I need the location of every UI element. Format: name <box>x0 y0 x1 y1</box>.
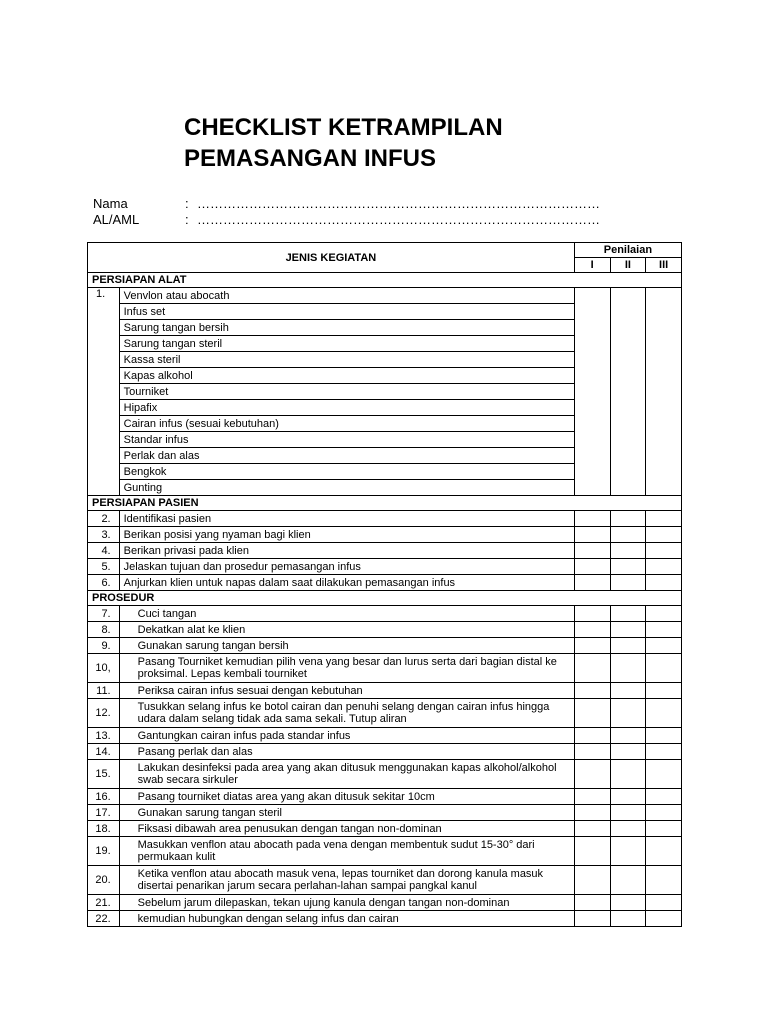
activity-text: Gunakan sarung tangan bersih <box>119 638 574 654</box>
score-cell[interactable] <box>574 789 610 805</box>
activity-text: Bengkok <box>119 464 574 480</box>
row-number: 8. <box>88 622 120 638</box>
activity-text: Anjurkan klien untuk napas dalam saat dilakukan pemasangan infus <box>119 575 574 591</box>
score-cell[interactable] <box>646 911 682 927</box>
score-cell[interactable] <box>574 895 610 911</box>
score-cell[interactable] <box>610 744 646 760</box>
score-cell[interactable] <box>610 895 646 911</box>
score-cell[interactable] <box>574 654 610 683</box>
table-row <box>88 622 682 638</box>
score-cell[interactable] <box>646 559 682 575</box>
header-activity: JENIS KEGIATAN <box>88 243 575 273</box>
row-number: 10, <box>88 654 120 683</box>
section-persiapan-alat: PERSIAPAN ALAT <box>88 273 682 288</box>
score-cell[interactable] <box>574 575 610 591</box>
score-cell[interactable] <box>610 575 646 591</box>
activity-text: Sarung tangan bersih <box>119 320 574 336</box>
meta-nama <box>93 196 600 211</box>
score-cell[interactable] <box>646 837 682 866</box>
score-col-1: I <box>574 258 610 273</box>
score-cell[interactable] <box>610 911 646 927</box>
score-cell[interactable] <box>574 866 610 895</box>
meta-dots: ………………………………………………………………………………… <box>197 212 600 227</box>
score-cell[interactable] <box>646 760 682 789</box>
activity-text: Hipafix <box>119 400 574 416</box>
row-number: 4. <box>88 543 120 559</box>
table-row <box>88 511 682 527</box>
activity-text: Ketika venflon atau abocath masuk vena, lepas tourniket dan dorong kanula masuk disertai penarikan jarum secara perlahan-lahan sampai pangkal kanul <box>119 866 574 895</box>
score-cell[interactable] <box>574 511 610 527</box>
score-cell[interactable] <box>610 622 646 638</box>
section-persiapan-pasien: PERSIAPAN PASIEN <box>88 496 682 511</box>
score-cell[interactable] <box>610 805 646 821</box>
table-row <box>88 575 682 591</box>
row-number: 9. <box>88 638 120 654</box>
score-cell[interactable] <box>646 288 682 496</box>
row-number: 21. <box>88 895 120 911</box>
score-cell[interactable] <box>646 683 682 699</box>
score-cell[interactable] <box>610 288 646 496</box>
score-cell[interactable] <box>646 789 682 805</box>
table-row <box>88 699 682 728</box>
score-cell[interactable] <box>610 559 646 575</box>
score-cell[interactable] <box>574 821 610 837</box>
row-number: 14. <box>88 744 120 760</box>
meta-colon: : <box>185 196 189 211</box>
score-cell[interactable] <box>646 654 682 683</box>
table-row <box>88 821 682 837</box>
meta-al-aml <box>93 212 600 227</box>
list-item <box>88 288 682 304</box>
table-row <box>88 760 682 789</box>
score-cell[interactable] <box>610 606 646 622</box>
section-prosedur: PROSEDUR <box>88 591 682 606</box>
header-score: Penilaian <box>574 243 681 258</box>
score-cell[interactable] <box>574 760 610 789</box>
score-cell[interactable] <box>610 638 646 654</box>
row-number: 11. <box>88 683 120 699</box>
activity-text: Cairan infus (sesuai kebutuhan) <box>119 416 574 432</box>
activity-text: Tourniket <box>119 384 574 400</box>
activity-text: Masukkan venflon atau abocath pada vena dengan membentuk sudut 15-30° dari permukaan kulit <box>119 837 574 866</box>
score-cell[interactable] <box>610 837 646 866</box>
activity-text: Sarung tangan steril <box>119 336 574 352</box>
meta-label: AL/AML <box>93 212 140 227</box>
table-row <box>88 638 682 654</box>
activity-text: Kapas alkohol <box>119 368 574 384</box>
score-cell[interactable] <box>610 760 646 789</box>
activity-text: Pasang perlak dan alas <box>119 744 574 760</box>
row-number: 15. <box>88 760 120 789</box>
score-cell[interactable] <box>574 527 610 543</box>
score-cell[interactable] <box>646 511 682 527</box>
table-row <box>88 866 682 895</box>
checklist-table <box>87 242 682 927</box>
score-cell[interactable] <box>574 728 610 744</box>
section-header-row <box>88 591 682 606</box>
score-cell[interactable] <box>646 606 682 622</box>
table-row <box>88 789 682 805</box>
table-row <box>88 895 682 911</box>
table-row <box>88 911 682 927</box>
table-row <box>88 527 682 543</box>
score-cell[interactable] <box>646 821 682 837</box>
activity-text: Dekatkan alat ke klien <box>119 622 574 638</box>
activity-text: Tusukkan selang infus ke botol cairan dan penuhi selang dengan cairan infus hingga udara dalam selang tidak ada sama sekali. Tutup aliran <box>119 699 574 728</box>
row-number: 18. <box>88 821 120 837</box>
meta-dots: ………………………………………………………………………………… <box>197 196 600 211</box>
table-row <box>88 543 682 559</box>
score-cell[interactable] <box>610 654 646 683</box>
title-line-2: PEMASANGAN INFUS <box>184 145 437 172</box>
table-row <box>88 683 682 699</box>
score-cell[interactable] <box>610 728 646 744</box>
row-number: 2. <box>88 511 120 527</box>
activity-text: Gunting <box>119 480 574 496</box>
score-cell[interactable] <box>610 683 646 699</box>
activity-text: Jelaskan tujuan dan prosedur pemasangan infus <box>119 559 574 575</box>
score-cell[interactable] <box>574 744 610 760</box>
row-number: 20. <box>88 866 120 895</box>
activity-text: Gantungkan cairan infus pada standar infus <box>119 728 574 744</box>
row-number: 13. <box>88 728 120 744</box>
score-cell[interactable] <box>574 699 610 728</box>
score-cell[interactable] <box>646 638 682 654</box>
row-number: 12. <box>88 699 120 728</box>
section-header-row <box>88 496 682 511</box>
score-cell[interactable] <box>610 527 646 543</box>
score-cell[interactable] <box>574 543 610 559</box>
activity-text: Kassa steril <box>119 352 574 368</box>
score-cell[interactable] <box>610 543 646 559</box>
score-cell[interactable] <box>610 789 646 805</box>
row-number: 5. <box>88 559 120 575</box>
activity-text: Venvlon atau abocath <box>119 288 574 304</box>
score-cell[interactable] <box>646 622 682 638</box>
score-cell[interactable] <box>646 699 682 728</box>
activity-text: Cuci tangan <box>119 606 574 622</box>
title-line-1: CHECKLIST KETRAMPILAN <box>184 114 503 141</box>
activity-text: Sebelum jarum dilepaskan, tekan ujung kanula dengan tangan non-dominan <box>119 895 574 911</box>
score-cell[interactable] <box>610 511 646 527</box>
table-row <box>88 559 682 575</box>
activity-text: Identifikasi pasien <box>119 511 574 527</box>
activity-text: Periksa cairan infus sesuai dengan kebutuhan <box>119 683 574 699</box>
score-cell[interactable] <box>646 728 682 744</box>
activity-text: Perlak dan alas <box>119 448 574 464</box>
score-col-2: II <box>610 258 646 273</box>
meta-label: Nama <box>93 196 128 211</box>
activity-text: Infus set <box>119 304 574 320</box>
activity-text: Berikan privasi pada klien <box>119 543 574 559</box>
activity-text: Berikan posisi yang nyaman bagi klien <box>119 527 574 543</box>
activity-text: Pasang Tourniket kemudian pilih vena yang besar dan lurus serta dari bagian distal ke proksimal. Lepas kembali tourniket <box>119 654 574 683</box>
row-number: 3. <box>88 527 120 543</box>
row-number: 16. <box>88 789 120 805</box>
score-cell[interactable] <box>646 543 682 559</box>
score-cell[interactable] <box>574 683 610 699</box>
score-cell[interactable] <box>574 837 610 866</box>
meta-colon: : <box>185 212 189 227</box>
score-cell[interactable] <box>574 606 610 622</box>
row-number: 6. <box>88 575 120 591</box>
table-row <box>88 805 682 821</box>
score-cell[interactable] <box>574 805 610 821</box>
score-cell[interactable] <box>574 638 610 654</box>
table-row <box>88 744 682 760</box>
score-cell[interactable] <box>646 866 682 895</box>
score-cell[interactable] <box>646 805 682 821</box>
table-row <box>88 728 682 744</box>
score-cell[interactable] <box>646 744 682 760</box>
table-row <box>88 654 682 683</box>
activity-text: kemudian hubungkan dengan selang infus dan cairan <box>119 911 574 927</box>
row-number: 19. <box>88 837 120 866</box>
activity-text: Pasang tourniket diatas area yang akan ditusuk sekitar 10cm <box>119 789 574 805</box>
activity-text: Gunakan sarung tangan steril <box>119 805 574 821</box>
score-cell[interactable] <box>574 911 610 927</box>
checklist-body <box>88 273 682 927</box>
score-cell[interactable] <box>646 575 682 591</box>
score-cell[interactable] <box>646 895 682 911</box>
table-row <box>88 606 682 622</box>
score-cell[interactable] <box>610 821 646 837</box>
activity-text: Lakukan desinfeksi pada area yang akan ditusuk menggunakan kapas alkohol/alkohol swab secara sirkuler <box>119 760 574 789</box>
table-row <box>88 837 682 866</box>
row-number: 22. <box>88 911 120 927</box>
document-title <box>184 112 503 174</box>
score-cell[interactable] <box>610 866 646 895</box>
row-number: 17. <box>88 805 120 821</box>
activity-text: Fiksasi dibawah area penusukan dengan tangan non-dominan <box>119 821 574 837</box>
row-number: 7. <box>88 606 120 622</box>
score-cell[interactable] <box>574 559 610 575</box>
activity-text: Standar infus <box>119 432 574 448</box>
row-number: 1. <box>88 288 120 496</box>
score-cell[interactable] <box>574 288 610 496</box>
score-cell[interactable] <box>610 699 646 728</box>
score-cell[interactable] <box>574 622 610 638</box>
score-cell[interactable] <box>646 527 682 543</box>
score-col-3: III <box>646 258 682 273</box>
section-header-row <box>88 273 682 288</box>
